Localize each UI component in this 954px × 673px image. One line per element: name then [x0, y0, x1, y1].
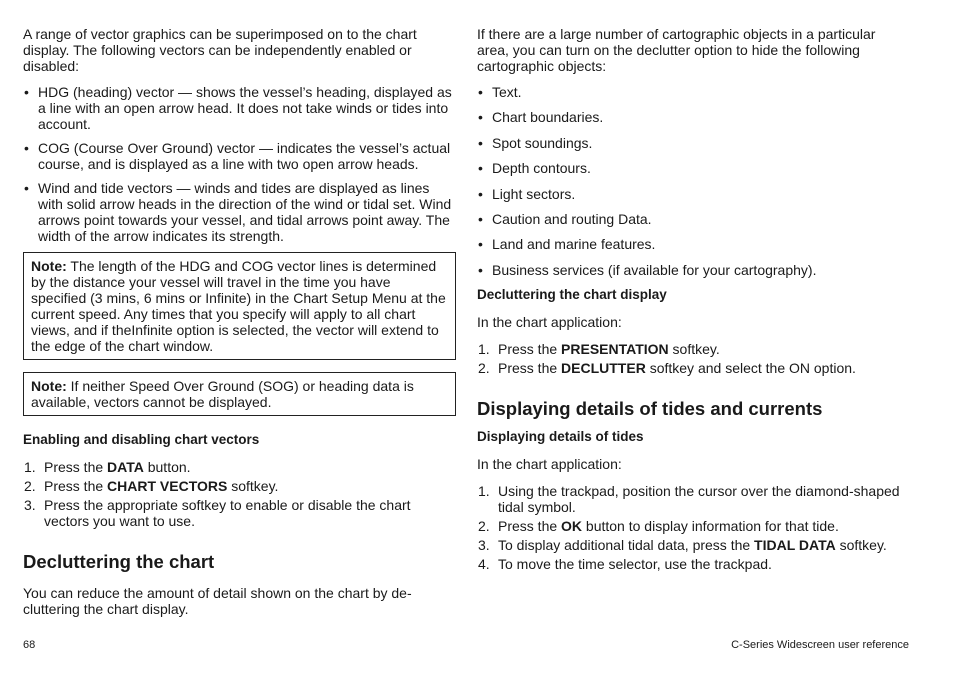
step-text: Press the appropriate softkey to enable or disable the chart vectors you want to use. — [44, 497, 411, 529]
step-number: 1. — [478, 483, 490, 500]
step-key: PRESENTATION — [561, 341, 669, 358]
left-column — [23, 26, 456, 617]
step-text: softkey and select the ON option. — [645, 360, 856, 377]
in-chart-app-text: In the chart application: — [477, 456, 622, 473]
vectors-intro: A range of vector graphics can be superimposed on to the chart display. The following vectors can be independently enabled or disabled: — [23, 26, 417, 74]
list-item: • Light sectors. — [477, 186, 909, 202]
step-text: button. — [143, 459, 191, 475]
step-number: 1. — [24, 459, 36, 475]
step-item — [477, 483, 909, 515]
footer-title: C-Series Widescreen user reference — [731, 639, 909, 651]
step-number: 3. — [24, 497, 36, 513]
step-number: 4. — [478, 556, 490, 573]
step-item — [477, 518, 909, 534]
step-text: softkey. — [668, 341, 720, 358]
list-item: • Text. — [477, 84, 909, 100]
enable-steps — [23, 459, 456, 529]
step-text: Press the — [498, 518, 562, 535]
right-column — [477, 26, 909, 582]
section-heading-tide-details: Displaying details of tides — [477, 429, 644, 445]
step-number: 2. — [478, 360, 490, 377]
list-item: • Depth contours. — [477, 160, 909, 176]
step-item — [477, 360, 909, 376]
list-item: • HDG (heading) vector — shows the vessel’s heading, displayed as a line with an open arrow head. It does not take winds or tides into account. — [23, 84, 456, 132]
step-item — [477, 556, 909, 572]
heading-tides-currents: Displaying details of tides and currents — [477, 398, 823, 420]
step-key: OK — [561, 518, 583, 535]
step-item — [477, 537, 909, 553]
section-heading-enable-vectors: Enabling and disabling chart vectors — [23, 432, 260, 447]
declutter-steps — [477, 341, 909, 376]
step-number: 2. — [24, 478, 36, 494]
step-text: To move the time selector, use the trackpad. — [498, 556, 772, 573]
step-key: TIDAL DATA — [754, 537, 836, 554]
tide-steps — [477, 483, 909, 572]
step-text: button to display information for that tide. — [582, 518, 839, 535]
list-item: • Wind and tide vectors — winds and tides are displayed as lines with solid arrow heads in the direction of the wind or tidal set. Wind arrows point towards your vessel, and tidal arrows point away. The width of the arrow indicates its strength. — [23, 180, 456, 244]
heading-decluttering: Decluttering the chart — [23, 551, 215, 572]
step-text: Press the — [44, 459, 108, 475]
step-text: softkey. — [835, 537, 887, 554]
step-number: 2. — [478, 518, 490, 535]
step-text: Using the trackpad, position the cursor over the diamond-shaped tidal symbol. — [498, 483, 900, 516]
step-text: Press the — [44, 478, 108, 494]
step-key: DECLUTTER — [561, 360, 646, 377]
note-label: Note: — [31, 258, 67, 274]
list-item: • Chart boundaries. — [477, 109, 909, 125]
list-item: • COG (Course Over Ground) vector — indicates the vessel’s actual course, and is displayed as a line with two open arrow heads. — [23, 140, 456, 172]
step-key: CHART VECTORS — [107, 478, 228, 494]
step-number: 3. — [478, 537, 490, 554]
step-key: DATA — [107, 459, 144, 475]
list-item: • Spot soundings. — [477, 135, 909, 151]
declutter-objects-intro: If there are a large number of cartographic objects in a particular area, you can turn on the declutter option to hide the following cartographic objects: — [477, 26, 876, 74]
note-label: Note: — [31, 378, 67, 394]
page-number: 68 — [23, 639, 36, 651]
note-text: If neither Speed Over Ground (SOG) or heading data is available, vectors cannot be displayed. — [31, 378, 414, 410]
step-text: Press the — [498, 341, 562, 358]
note-text: The length of the HDG and COG vector lines is determined by the distance your vessel will travel in the time you have specified (3 mins, 6 mins or Infinite) in the Chart Setup Menu at the current speed. Any times that you specify will apply to all chart views, and if theInfinite option is selected, the vector will extend to the edge of the chart window. — [31, 258, 446, 354]
note-box-vector-length — [23, 252, 456, 360]
step-text: softkey. — [227, 478, 279, 494]
step-item — [23, 459, 456, 475]
step-item — [23, 478, 456, 494]
list-item: • Land and marine features. — [477, 236, 909, 252]
step-number: 1. — [478, 341, 490, 358]
step-text: Press the — [498, 360, 562, 377]
step-item — [23, 497, 456, 529]
declutter-objects-list — [477, 84, 909, 278]
section-heading-declutter-display: Decluttering the chart display — [477, 287, 667, 303]
declutter-intro: You can reduce the amount of detail shown on the chart by de-cluttering the chart display. — [23, 585, 412, 617]
list-item: • Caution and routing Data. — [477, 211, 909, 227]
note-box-no-data — [23, 372, 456, 416]
step-text: To display additional tidal data, press the — [498, 537, 755, 554]
vector-list — [23, 84, 456, 244]
step-item — [477, 341, 909, 357]
list-item: • Business services (if available for your cartography). — [477, 262, 909, 278]
in-chart-app-text: In the chart application: — [477, 314, 622, 331]
